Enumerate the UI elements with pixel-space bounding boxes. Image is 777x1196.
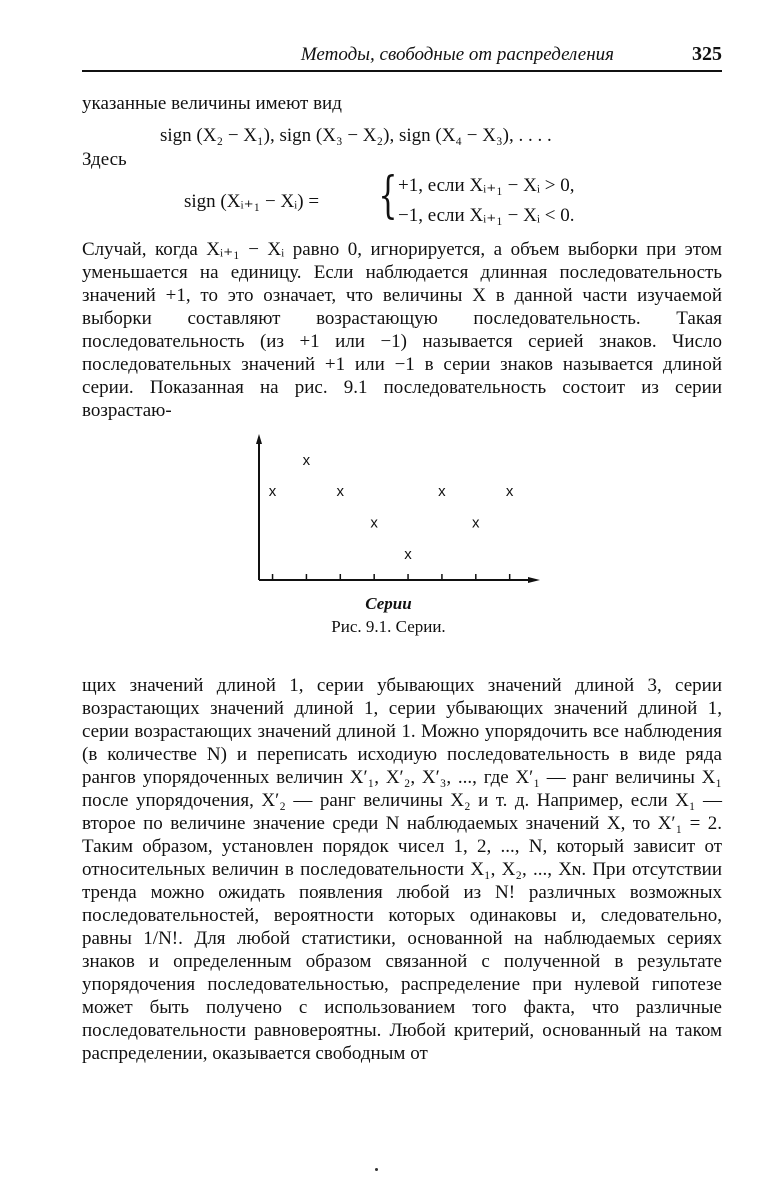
figure-title: Серии [365, 594, 412, 613]
page-header [82, 40, 722, 72]
running-title: Методы, свободные от распределения [300, 44, 614, 65]
runs-figure [240, 432, 550, 602]
here-label: Здесь [82, 149, 127, 170]
equation-case-positive: +1, если Xᵢ₊₁ − Xᵢ > 0, [398, 175, 575, 196]
data-point: x [302, 451, 311, 469]
equation-case-negative: −1, если Xᵢ₊₁ − Xᵢ < 0. [398, 205, 575, 226]
data-point: x [505, 483, 514, 501]
x-axis-arrow [528, 577, 540, 583]
equation-sign-lhs: sign (Xᵢ₊₁ − Xᵢ) = [184, 191, 320, 212]
data-point: x [438, 483, 446, 501]
paragraph-ranks: щих значений длиной 1, серии убывающих значений длиной 3, серии возрастающих значений длиной 1, серии убывающих значений длиной 1, серии возрастающих значений длиной 1. Можно упорядочить все наблюдения (в количестве N) и переписать исходиую последовательность в виде ряда рангов упорядоченных величин X′₁, X′₂, X′₃, ..., где X′₁ — ранг величины X₁ после упорядочения, X′₂ — ранг величины X₂ и т. д. Например, если X₁ — второе по величине значение среди N наблюдаемых значений X, то X′₁ = 2. Таким образом, установлен порядок чисел 1, 2, ..., N, который зависит от относительных величин в последовательности X₁, X₂, ..., Xɴ. При отсутствии тренда можно ожидать появления любой из N! различных возможных последовательностей, вероятности которых одинаковы и, следовательно, равны 1/N!. Для любой статистики, основанной на наблюдаемых сериях знаков и определенным образом связанной с полученной в результате упорядочения последовательностью, распределение при нулевой гипотезе может быть получено с использованием того факта, что различные последовательности равновероятны. Любой критерий, основанный на таком распределении, оказывается свободным от [82, 675, 722, 1064]
data-point: x [472, 514, 480, 532]
equation-sign-sequence: sign (X₂ − X₁), sign (X₃ − X₂), sign (X₄ − X₃), . . . . [160, 125, 552, 146]
paragraph-runs-definition: Случай, когда Xᵢ₊₁ − Xᵢ равно 0, игнорируется, а объем выборки при этом уменьшается на единицу. Если наблюдается длинная последовательность значений +1, то это означает, что величины X в данной части изучаемой выборки составляют возрастающую последовательность. Такая последовательность (из +1 или −1) называется серией знаков. Число последовательных значений +1 или −1 в серии знаков называется длиной серии. Показанная на рис. 9.1 последовательность состоит из серии возрастаю- [82, 239, 722, 421]
y-axis-arrow [256, 434, 262, 444]
intro-text: указанные величины имеют вид [82, 93, 342, 114]
page-number: 325 [692, 43, 722, 65]
page-speck [375, 1168, 378, 1171]
data-point: x [336, 483, 345, 501]
data-points [269, 452, 514, 563]
data-point: x [370, 514, 378, 532]
figure-caption: Рис. 9.1. Серии. [331, 617, 446, 636]
data-point: x [268, 483, 277, 501]
equation-brace: { [378, 166, 398, 224]
data-point: x [404, 545, 412, 563]
